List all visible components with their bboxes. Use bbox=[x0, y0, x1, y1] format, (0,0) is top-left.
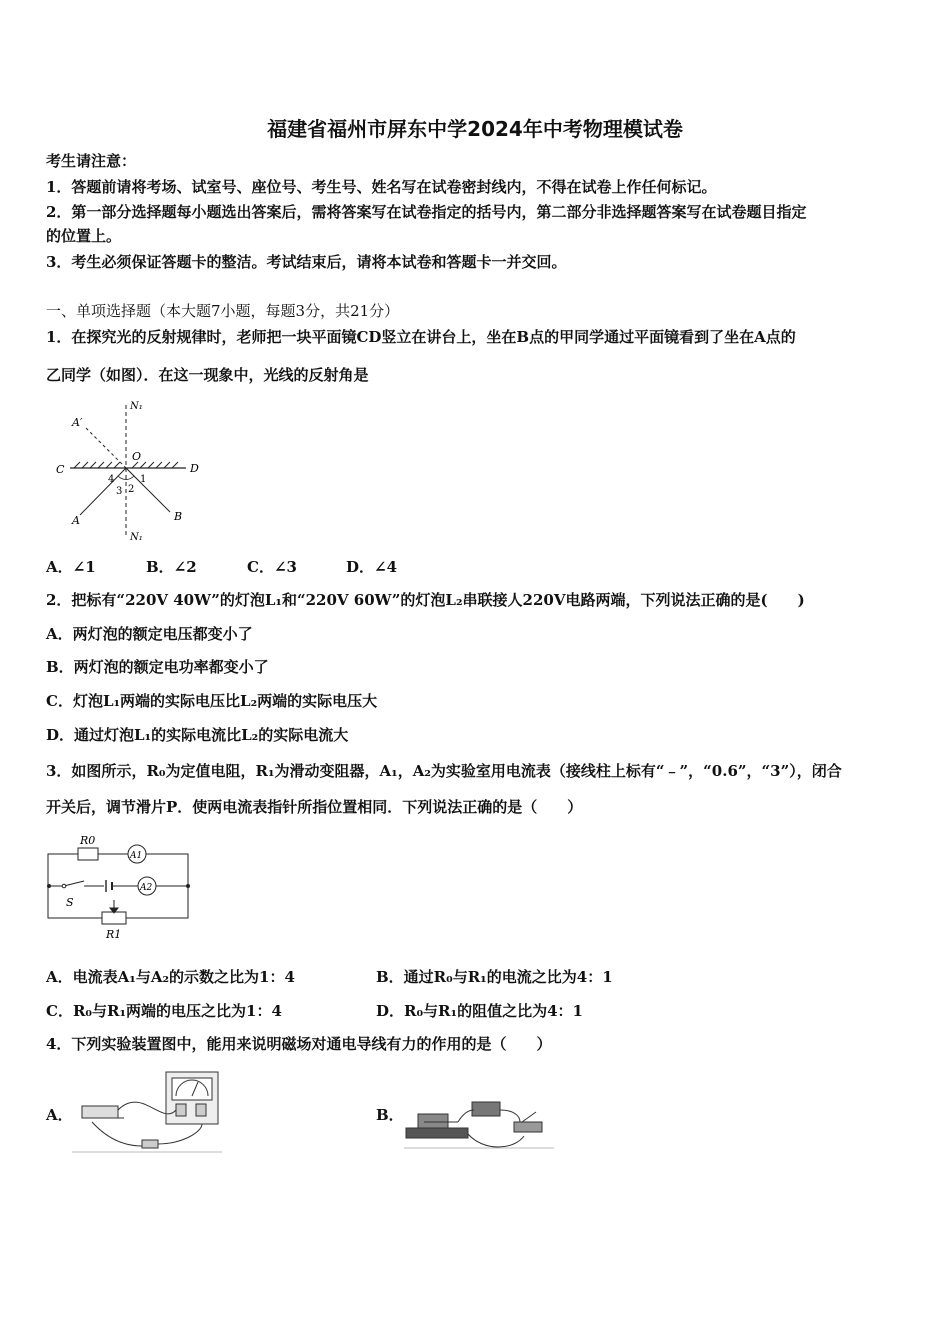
q3-option-d[interactable]: D．R₀与R₁的阻值之比为4：1 bbox=[376, 1002, 583, 1020]
label-A: A bbox=[72, 514, 80, 527]
question-4-stem: 4．下列实验装置图中，能用来说明磁场对通电导线有力的作用的是（ ） bbox=[46, 1035, 552, 1053]
label-O: O bbox=[132, 450, 142, 463]
page-title: 福建省福州市屏东中学2024年中考物理模试卷 bbox=[267, 117, 683, 141]
label-R0: R0 bbox=[80, 834, 96, 847]
label-C: C bbox=[56, 463, 65, 476]
label-B: B bbox=[174, 510, 183, 523]
q4-option-a[interactable]: A． bbox=[46, 1106, 73, 1124]
section-heading: 一、单项选择题（本大题7小题，每题3分，共21分） bbox=[46, 302, 400, 320]
angle-4: 4 bbox=[108, 474, 115, 485]
q1-option-c[interactable]: C．∠3 bbox=[247, 558, 297, 576]
q2-option-b[interactable]: B．两灯泡的额定电功率都变小了 bbox=[46, 658, 269, 676]
reflection-diagram bbox=[50, 400, 210, 550]
label-A1: A1 bbox=[130, 851, 143, 861]
question-3-stem: 开关后，调节滑片P．使两电流表指针所指位置相同．下列说法正确的是（ ） bbox=[46, 798, 583, 816]
label-D: D bbox=[190, 462, 199, 475]
angle-1: 1 bbox=[140, 474, 147, 485]
apparatus-a-image bbox=[72, 1066, 232, 1156]
notice-item: 的位置上。 bbox=[46, 227, 122, 245]
question-3-stem: 3．如图所示，R₀为定值电阻，R₁为滑动变阻器，A₁，A₂为实验室用电流表（接线柱上标有“﹣”，“0.6”，“3”），闭合 bbox=[46, 762, 842, 780]
question-1-stem: 1．在探究光的反射规律时，老师把一块平面镜CD竖立在讲台上，坐在B点的甲同学通过平面镜看到了坐在A点的 bbox=[46, 328, 796, 346]
q2-option-a[interactable]: A．两灯泡的额定电压都变小了 bbox=[46, 625, 253, 643]
label-S: S bbox=[66, 896, 74, 909]
apparatus-b-image bbox=[404, 1092, 554, 1154]
q1-option-b[interactable]: B．∠2 bbox=[146, 558, 197, 576]
q4-option-b[interactable]: B． bbox=[376, 1106, 404, 1124]
label-N1-bottom: N₁ bbox=[130, 532, 143, 543]
q2-option-d[interactable]: D．通过灯泡L₁的实际电流比L₂的实际电流大 bbox=[46, 726, 349, 744]
q3-option-a[interactable]: A．电流表A₁与A₂的示数之比为1：4 bbox=[46, 968, 295, 986]
label-A-prime: A′ bbox=[72, 416, 83, 429]
question-1-stem: 乙同学（如图）．在这一现象中，光线的反射角是 bbox=[46, 366, 369, 384]
circuit-diagram bbox=[44, 828, 204, 943]
label-R1: R1 bbox=[106, 928, 122, 941]
notice-item: 2．第一部分选择题每小题选出答案后，需将答案写在试卷指定的括号内，第二部分非选择题答案写在试卷题目指定 bbox=[46, 203, 807, 221]
label-A2: A2 bbox=[140, 883, 153, 893]
q1-option-a[interactable]: A．∠1 bbox=[46, 558, 96, 576]
q1-option-d[interactable]: D．∠4 bbox=[346, 558, 398, 576]
angle-3: 3 bbox=[116, 486, 123, 497]
label-N1: N₁ bbox=[130, 401, 143, 412]
q3-option-b[interactable]: B．通过R₀与R₁的电流之比为4：1 bbox=[376, 968, 613, 986]
question-2-stem: 2．把标有“220V 40W”的灯泡L₁和“220V 60W”的灯泡L₂串联接人220V电路两端，下列说法正确的是( ) bbox=[46, 591, 805, 609]
q2-option-c[interactable]: C．灯泡L₁两端的实际电压比L₂两端的实际电压大 bbox=[46, 692, 378, 710]
q3-option-c[interactable]: C．R₀与R₁两端的电压之比为1：4 bbox=[46, 1002, 282, 1020]
angle-2: 2 bbox=[128, 484, 135, 495]
notice-item: 1．答题前请将考场、试室号、座位号、考生号、姓名写在试卷密封线内，不得在试卷上作任何标记。 bbox=[46, 178, 717, 196]
notice-heading: 考生请注意： bbox=[46, 152, 137, 170]
notice-item: 3．考生必须保证答题卡的整洁。考试结束后，请将本试卷和答题卡一并交回。 bbox=[46, 253, 567, 271]
